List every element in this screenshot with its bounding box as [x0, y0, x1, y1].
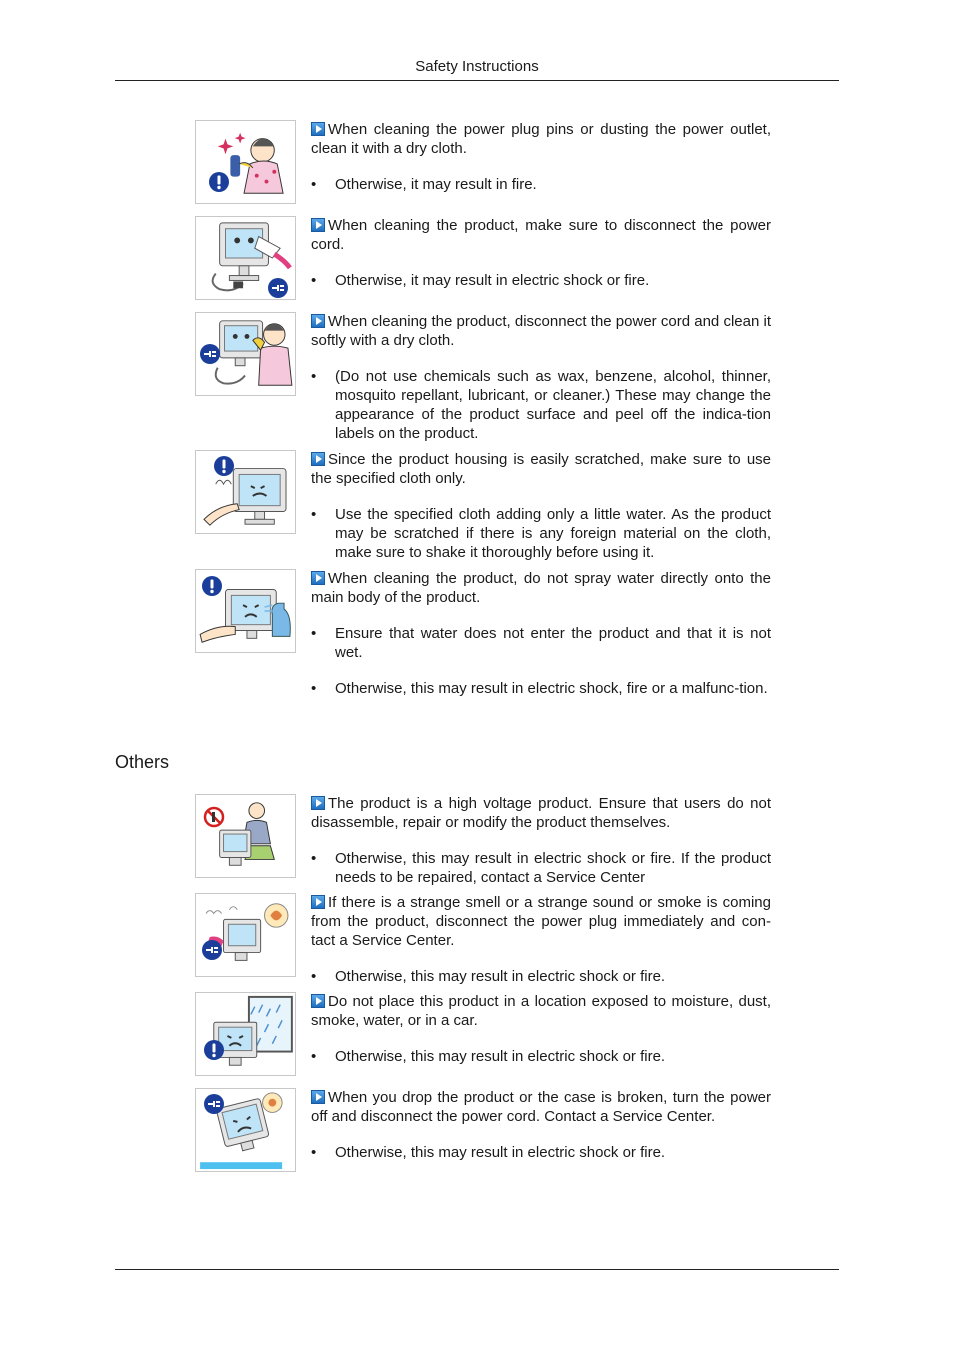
illustration [195, 450, 296, 534]
illustration [195, 794, 296, 878]
unplug-icon [201, 939, 223, 961]
bullet-item: • Otherwise, this may result in electric shock or fire. If the product needs to be repaired, contact a Service Center [311, 849, 771, 887]
footer-rule [115, 1269, 839, 1270]
monitor-scratch-illustration [196, 451, 295, 533]
bullet-item: • (Do not use chemicals such as wax, benzene, alcohol, thinner, mosquito repellant, lubricant, or cleaner.) These may change the appearance of the product surface and peel off the indica-tion labels on the product. [311, 367, 771, 443]
arrow-bullet-icon [311, 314, 325, 328]
illustration [195, 216, 296, 300]
page-header-title: Safety Instructions [415, 58, 539, 75]
arrow-bullet-icon [311, 452, 325, 466]
prohibited-icon [203, 806, 225, 828]
unplug-icon [199, 343, 221, 365]
section-heading-others: Others [115, 752, 170, 772]
unplug-icon [267, 277, 289, 299]
arrow-bullet-icon [311, 218, 325, 232]
illustration [195, 992, 296, 1076]
instruction-lead: When cleaning the product, do not spray water directly onto the main body of the product. [311, 570, 771, 606]
bullet-item: • Otherwise, this may result in electric shock or fire. [311, 1143, 771, 1162]
bullet-item: • Otherwise, this may result in electric shock or fire. [311, 967, 771, 986]
arrow-bullet-icon [311, 994, 325, 1008]
illustration [195, 1088, 296, 1172]
arrow-bullet-icon [311, 1090, 325, 1104]
bullet-item: • Otherwise, it may result in electric shock or fire. [311, 271, 771, 290]
exclamation-icon [208, 171, 230, 193]
arrow-bullet-icon [311, 571, 325, 585]
instruction-lead: The product is a high voltage product. Ensure that users do not disassemble, repair or modify the product themselves. [311, 795, 771, 831]
instruction-lead: When cleaning the product, make sure to disconnect the power cord. [311, 217, 771, 253]
arrow-bullet-icon [311, 122, 325, 136]
unplug-icon [203, 1093, 225, 1115]
illustration [195, 893, 296, 977]
instruction-lead: Do not place this product in a location exposed to moisture, dust, smoke, water, or in a car. [311, 993, 771, 1029]
bullet-item: • Otherwise, this may result in electric shock or fire. [311, 1047, 771, 1066]
exclamation-icon [213, 455, 235, 477]
arrow-bullet-icon [311, 895, 325, 909]
illustration [195, 120, 296, 204]
exclamation-icon [201, 575, 223, 597]
arrow-bullet-icon [311, 796, 325, 810]
moisture-illustration [196, 993, 295, 1075]
exclamation-icon [203, 1039, 225, 1061]
header-rule [115, 80, 839, 81]
bullet-item: • Otherwise, this may result in electric shock, fire or a malfunc-tion. [311, 679, 771, 698]
instruction-lead: If there is a strange smell or a strange sound or smoke is coming from the product, disconnect the power plug immediately and con-tact a Service Center. [311, 894, 771, 949]
instruction-lead: Since the product housing is easily scratched, make sure to use the specified cloth only. [311, 451, 771, 487]
instruction-lead: When cleaning the power plug pins or dusting the power outlet, clean it with a dry cloth. [311, 121, 771, 157]
bullet-item: • Otherwise, it may result in fire. [311, 175, 771, 194]
bullet-item: • Use the specified cloth adding only a little water. As the product may be scratched if there is any foreign material on the cloth, make sure to shake it thoroughly before using it. [311, 505, 771, 562]
instruction-lead: When cleaning the product, disconnect the power cord and clean it softly with a dry cloth. [311, 313, 771, 349]
bullet-item: • Ensure that water does not enter the product and that it is not wet. [311, 624, 771, 662]
illustration [195, 312, 296, 396]
illustration [195, 569, 296, 653]
smoke-illustration [196, 894, 295, 976]
instruction-lead: When you drop the product or the case is broken, turn the power off and disconnect the power cord. Contact a Service Center. [311, 1089, 771, 1125]
